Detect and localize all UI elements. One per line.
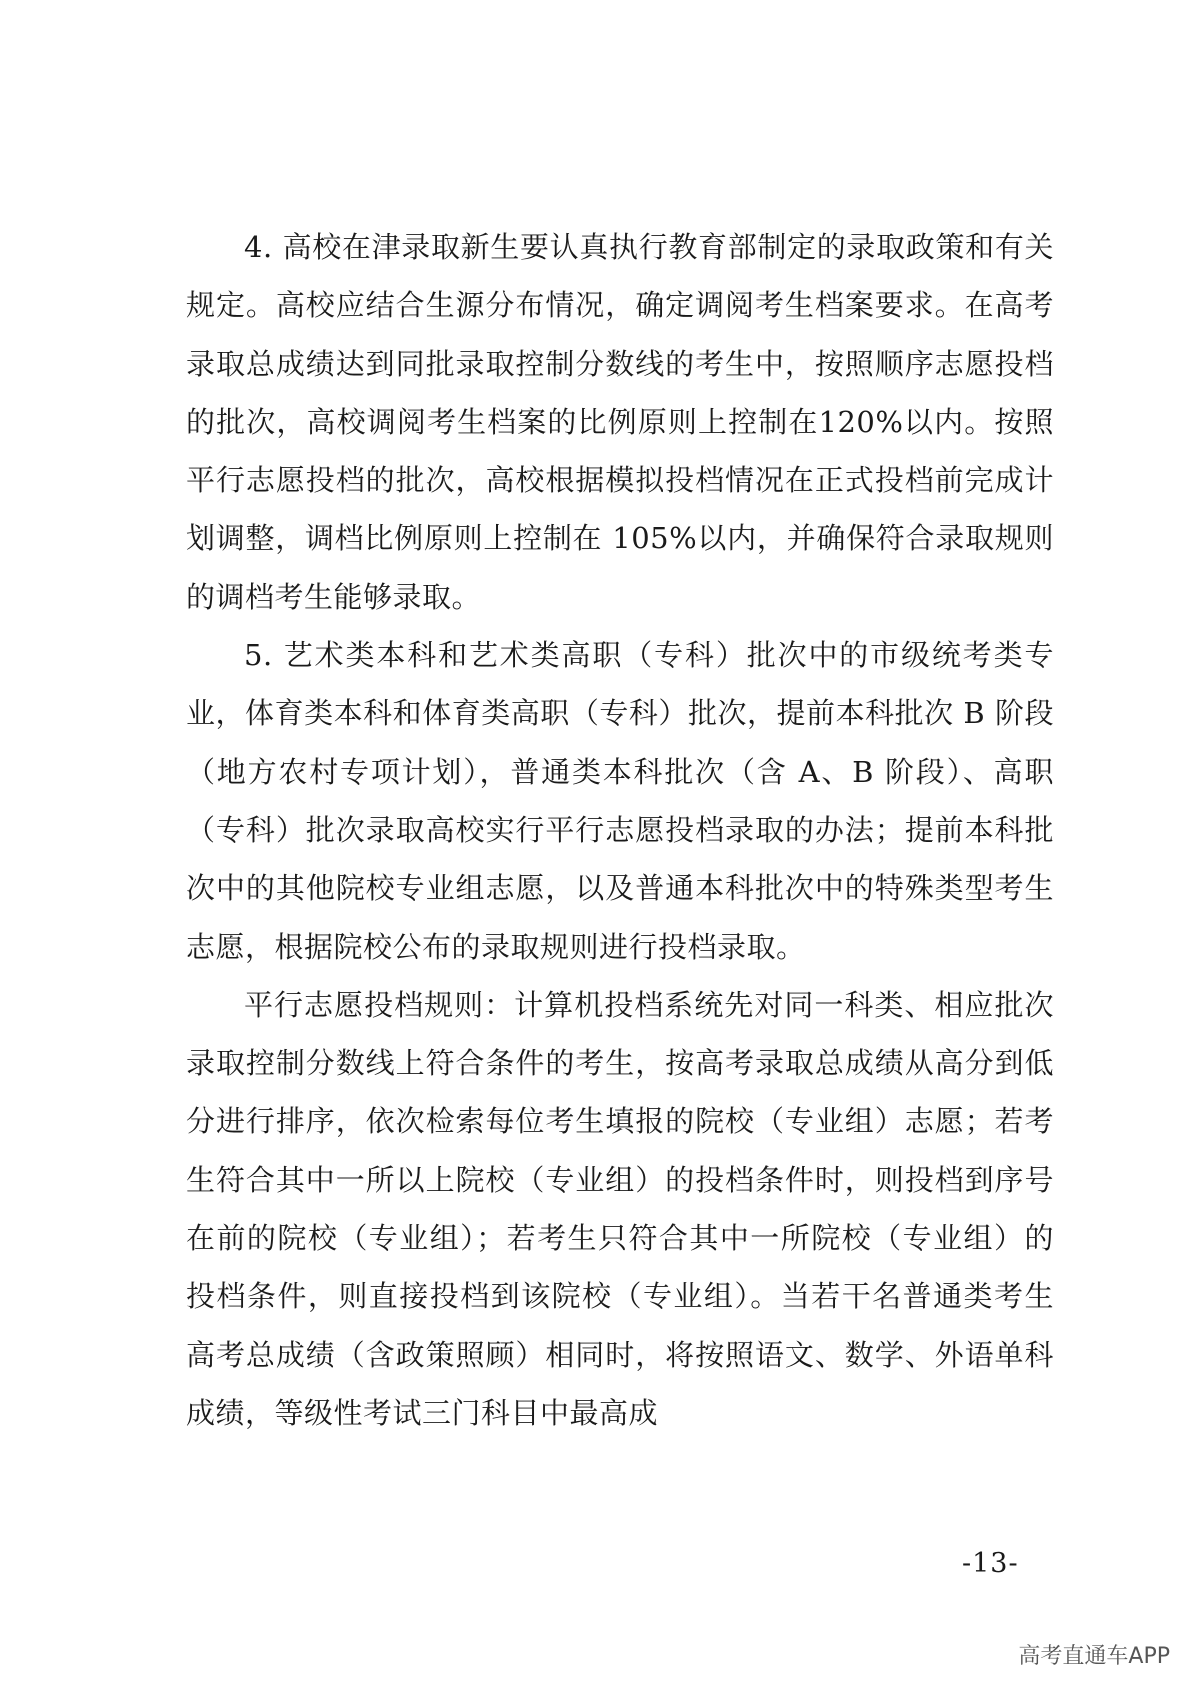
watermark: 高考直通车APP xyxy=(1018,1644,1170,1669)
paragraph-parallel-rules: 平行志愿投档规则：计算机投档系统先对同一科类、相应批次录取控制分数线上符合条件的考生，按高考录取总成绩从高分到低分进行排序，依次检索每位考生填报的院校（专业组）志愿；若考生符合其中一所以上院校（专业组）的投档条件时，则投档到序号在前的院校（专业组）；若考生只符合其中一所院校（专业组）的投档条件，则直接投档到该院校（专业组）。当若干名普通类考生高考总成绩（含政策照顾）相同时，将按照语文、数学、外语单科成绩，等级性考试三门科目中最高成 xyxy=(186,987,1054,1430)
paragraph-item-5: 5. 艺术类本科和艺术类高职（专科）批次中的市级统考类专业，体育类本科和体育类高职（专科）批次，提前本科批次 B 阶段（地方农村专项计划），普通类本科批次（含 A、B 阶段）、高职（专科）批次录取高校实行平行志愿投档录取的办法；提前本科批次中的其他院校专业组志愿，以及普通本科批次中的特殊类型考生志愿，根据院校公布的录取规则进行投档录取。 xyxy=(186,638,1054,964)
document-body xyxy=(186,218,1054,1442)
paragraph-item-4: 4. 高校在津录取新生要认真执行教育部制定的录取政策和有关规定。高校应结合生源分布情况，确定调阅考生档案要求。在高考录取总成绩达到同批录取控制分数线的考生中，按照顺序志愿投档的批次，高校调阅考生档案的比例原则上控制在120%以内。按照平行志愿投档的批次，高校根据模拟投档情况在正式投档前完成计划调整，调档比例原则上控制在 105%以内，并确保符合录取规则的调档考生能够录取。 xyxy=(186,230,1054,614)
page-number: -13- xyxy=(962,1548,1019,1579)
